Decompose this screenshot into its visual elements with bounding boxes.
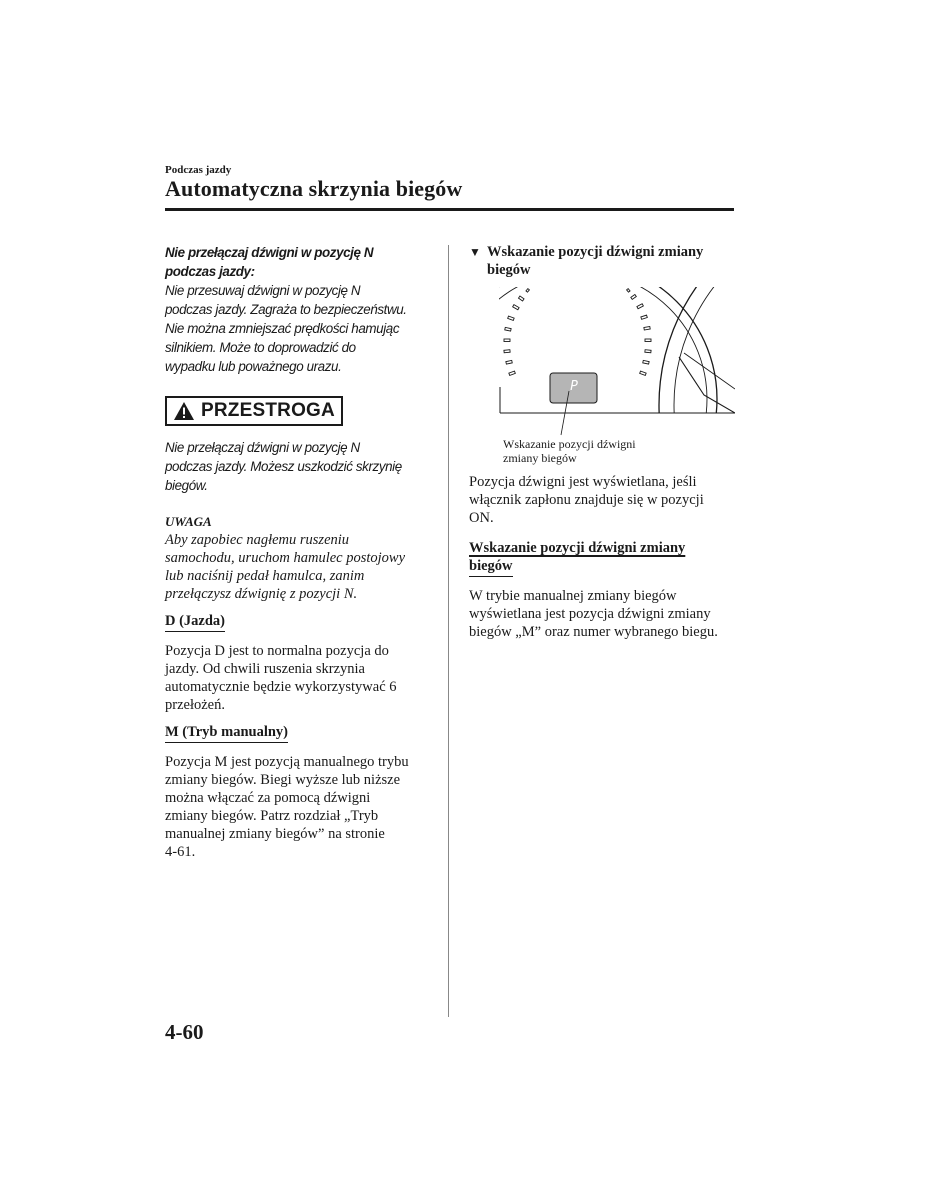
manual-text-line: 4-61. — [165, 844, 196, 860]
intro-text-line: Pozycja dźwigni jest wyświetlana, jeśli — [469, 474, 697, 490]
caution-text-line: biegów. — [165, 478, 208, 493]
sub-heading — [469, 539, 735, 577]
warning-text-line: Nie można zmniejszać prędkości hamując — [165, 321, 400, 336]
warning-heading-line: Nie przełączaj dźwigni w pozycję N — [165, 245, 374, 260]
right-column — [469, 243, 735, 641]
left-column — [165, 243, 435, 861]
caption-line: zmiany biegów — [503, 451, 577, 465]
caution-text-line: podczas jazdy. Możesz uszkodzić skrzynię — [165, 459, 402, 474]
note-heading: UWAGA — [165, 514, 212, 529]
drive-heading: D (Jazda) — [165, 612, 225, 632]
manual-text-line: manualnej zmiany biegów” na stronie — [165, 826, 385, 842]
note-text-line: przełączysz dźwignię z pozycji N. — [165, 586, 358, 602]
warning-triangle-icon — [173, 401, 195, 421]
header-rule — [165, 208, 734, 211]
instrument-cluster-illustration — [499, 287, 735, 437]
drive-text-line: automatycznie będzie wykorzystywać 6 — [165, 679, 397, 695]
intro-text-line: ON. — [469, 510, 494, 526]
sub-text-line: biegów „M” oraz numer wybranego biegu. — [469, 624, 718, 640]
gear-indicator-heading — [469, 243, 735, 279]
warning-heading-line: podczas jazdy: — [165, 264, 255, 279]
drive-text-line: jazdy. Od chwili ruszenia skrzynia — [165, 661, 365, 677]
intro-text-line: włącznik zapłonu znajduje się w pozycji — [469, 492, 704, 508]
manual-text-line: zmiany biegów. Patrz rozdział „Tryb — [165, 808, 379, 824]
intro-text — [469, 473, 735, 527]
warning-text-line: podczas jazdy. Zagraża to bezpieczeństwu. — [165, 302, 407, 317]
note-text-line: Aby zapobiec nagłemu ruszeniu — [165, 532, 350, 548]
page-title: Automatyczna skrzynia biegów — [165, 176, 463, 201]
sub-text-line: wyświetlana jest pozycja dźwigni zmiany — [469, 606, 711, 622]
warning-block — [165, 243, 435, 376]
manual-text-line: Pozycja M jest pozycją manualnego trybu — [165, 754, 409, 770]
figure-caption — [469, 437, 735, 465]
gauge-drawing — [499, 287, 735, 437]
sub-heading-line: biegów — [469, 557, 513, 577]
page-number: 4-60 — [165, 1020, 204, 1044]
note-text-line: samochodu, uruchom hamulec postojowy — [165, 550, 406, 566]
manual-heading: M (Tryb manualny) — [165, 723, 288, 743]
sub-text — [469, 587, 735, 641]
sub-heading-line: Wskazanie pozycji dźwigni zmiany — [469, 540, 686, 556]
caption-line: Wskazanie pozycji dźwigni — [503, 437, 636, 451]
caution-box — [165, 396, 343, 426]
warning-text-line: silnikiem. Może to doprowadzić do — [165, 340, 356, 355]
drive-text — [165, 642, 435, 714]
sub-text-line: W trybie manualnej zmiany biegów — [469, 588, 677, 604]
note-text-line: lub naciśnij pedał hamulca, zanim — [165, 568, 365, 584]
heading-line: biegów — [487, 262, 531, 278]
heading-line: Wskazanie pozycji dźwigni zmiany — [487, 244, 704, 260]
warning-text-line: Nie przesuwaj dźwigni w pozycję N — [165, 283, 361, 298]
section-label: Podczas jazdy — [165, 164, 232, 176]
caution-label: PRZESTROGA — [201, 400, 335, 421]
warning-text-line: wypadku lub poważnego urazu. — [165, 359, 342, 374]
caution-text — [165, 438, 435, 495]
triangle-bullet-icon: ▼ — [469, 245, 481, 259]
drive-text-line: Pozycja D jest to normalna pozycja do — [165, 643, 389, 659]
column-divider — [448, 245, 449, 1017]
manual-text — [165, 753, 435, 861]
caution-text-line: Nie przełączaj dźwigni w pozycję N — [165, 440, 360, 455]
manual-text-line: zmiany biegów. Biegi wyższe lub niższe — [165, 772, 401, 788]
display-glyph: P — [570, 379, 578, 394]
note-text — [165, 531, 435, 603]
drive-text-line: przełożeń. — [165, 697, 225, 713]
manual-text-line: można włączać za pomocą dźwigni — [165, 790, 371, 806]
